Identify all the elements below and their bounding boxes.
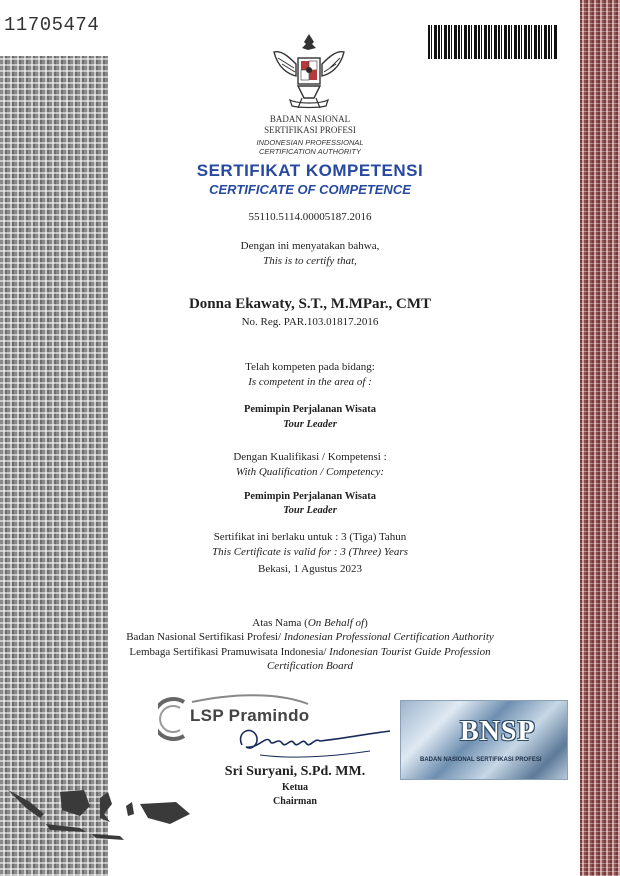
certificate-title: SERTIFIKAT KOMPETENSI [196, 161, 424, 180]
issuer-lsp: Lembaga Sertifikasi Pramuwisata Indonesia/ Indonesian Tourist Guide Profession [129, 646, 491, 658]
certificate-number: 55110.5114.00005187.2016 [248, 211, 372, 223]
signer-name: Sri Suryani, S.Pd. MM. [224, 764, 366, 779]
issuer-lsp-en: Certification Board [266, 660, 354, 672]
lsp-pramindo-logo: LSP Pramindo [190, 706, 310, 725]
intro-statement-en: This is to certify that, [263, 255, 357, 267]
validity-statement-en: This Certificate is valid for : 3 (Three) Years [212, 546, 408, 558]
qualification-value-en: Tour Leader [283, 505, 337, 516]
qualification-label: Dengan Kualifikasi / Kompetensi : [233, 451, 387, 463]
intro-statement: Dengan ini menyatakan bahwa, [240, 240, 380, 252]
on-behalf-line: Atas Nama (On Behalf of) [252, 617, 368, 629]
qualification-label-en: With Qualification / Competency: [235, 466, 385, 478]
authority-name-en: INDONESIAN PROFESSIONAL CERTIFICATION AUTHORITY [256, 138, 364, 156]
signer-title: Ketua [281, 782, 309, 793]
indonesia-map-watermark [0, 784, 200, 854]
competence-label-en: Is competent in the area of : [248, 376, 372, 388]
qualification-value: Pemimpin Perjalanan Wisata [243, 491, 377, 502]
signature [230, 715, 400, 763]
bnsp-logo: BNSP [460, 716, 536, 747]
validity-statement: Sertifikat ini berlaku untuk : 3 (Tiga) Tahun [213, 531, 407, 543]
authority-name-id: BADAN NASIONAL SERTIFIKASI PROFESI [264, 114, 356, 135]
serial-number: 11705474 [4, 14, 100, 36]
signer-title-en: Chairman [273, 796, 317, 807]
garuda-emblem [268, 28, 350, 114]
holder-name: Donna Ekawaty, S.T., M.MPar., CMT [188, 296, 432, 312]
issue-place-date: Bekasi, 1 Agustus 2023 [258, 563, 362, 575]
barcode [428, 25, 558, 59]
competence-area: Pemimpin Perjalanan Wisata [243, 404, 377, 415]
holder-registration-number: No. Reg. PAR.103.01817.2016 [241, 316, 379, 328]
certificate-subtitle: CERTIFICATE OF COMPETENCE [209, 182, 411, 197]
bnsp-caption: BADAN NASIONAL SERTIFIKASI PROFESI [420, 757, 542, 763]
competence-label: Telah kompeten pada bidang: [245, 361, 375, 373]
competence-area-en: Tour Leader [283, 419, 337, 430]
issuer-bnsp: Badan Nasional Sertifikasi Profesi/ Indonesian Professional Certification Authority [126, 631, 494, 643]
